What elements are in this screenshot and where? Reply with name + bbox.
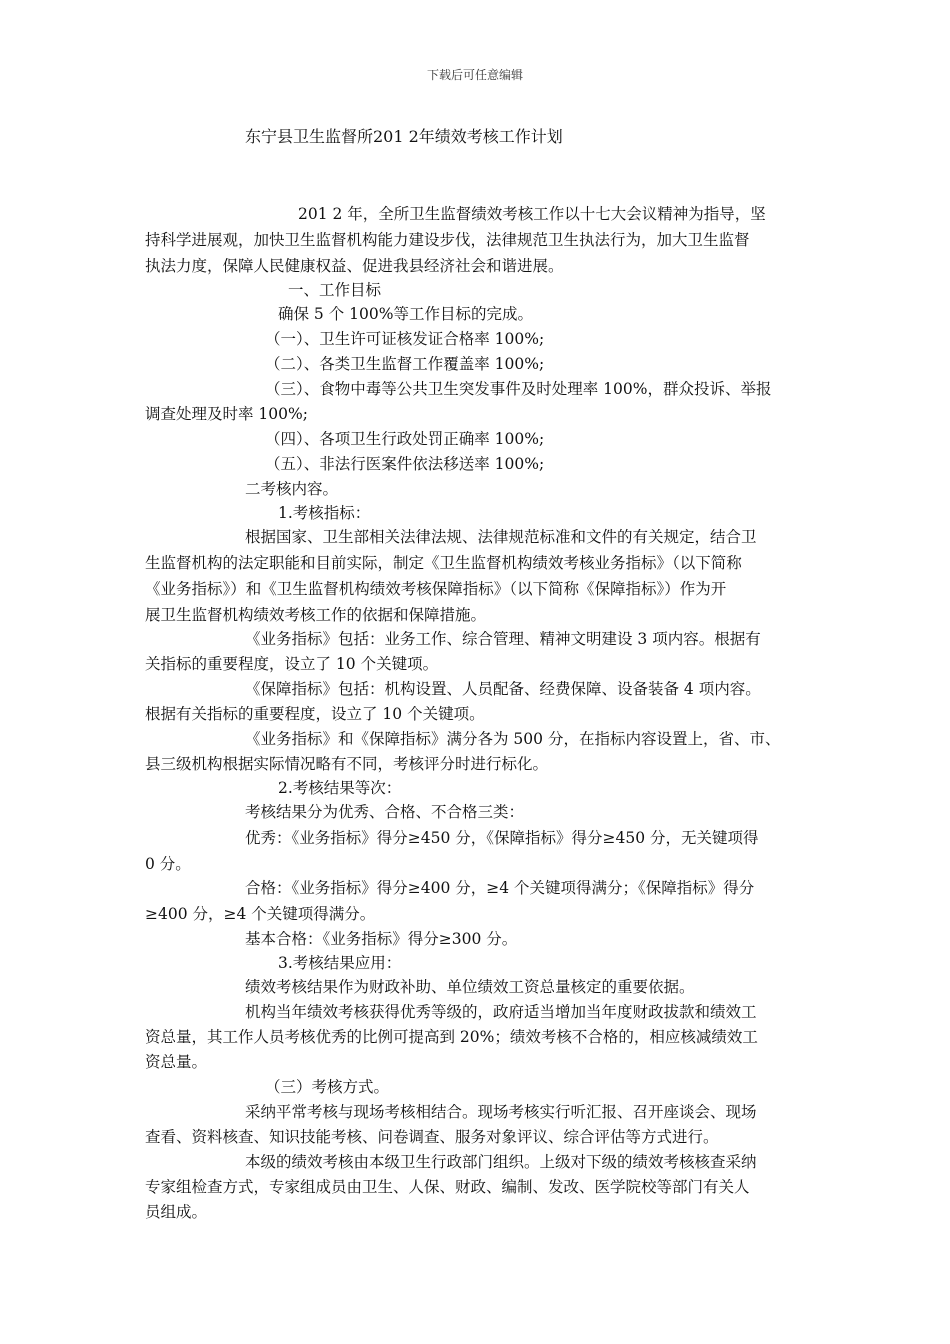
section-heading: （三）考核方式。 <box>265 1078 390 1096</box>
paragraph-line: 《业务指标》和《保障指标》满分各为 500 分，在指标内容设置上，省、市、 <box>245 730 781 748</box>
paragraph-line: 查看、资料核查、知识技能考核、问卷调查、服务对象评议、综合评估等方式进行。 <box>145 1128 719 1146</box>
paragraph-line: ≥400 分，≥4 个关键项得满分。 <box>145 905 376 923</box>
paragraph-line: 201 2 年，全所卫生监督绩效考核工作以十七大会议精神为指导，坚 <box>298 205 766 223</box>
paragraph-line: 确保 5 个 100%等工作目标的完成。 <box>278 305 533 323</box>
paragraph-line: 员组成。 <box>145 1203 208 1221</box>
paragraph-line: 县三级机构根据实际情况略有不同，考核评分时进行标化。 <box>145 755 549 773</box>
paragraph-line: 采纳平常考核与现场考核相结合。现场考核实行听汇报、召开座谈会、现场 <box>245 1103 757 1121</box>
paragraph-line: 生监督机构的法定职能和目前实际，制定《卫生监督机构绩效考核业务指标》（以下简称 <box>145 554 742 572</box>
page-header-note: 下载后可任意编辑 <box>426 68 523 82</box>
section-heading: 二考核内容。 <box>245 480 339 498</box>
paragraph-line: 本级的绩效考核由本级卫生行政部门组织。上级对下级的绩效考核核查采纳 <box>245 1153 757 1171</box>
paragraph-line: 机构当年绩效考核获得优秀等级的，政府适当增加当年度财政拔款和绩效工 <box>245 1003 757 1021</box>
paragraph-line: 《保障指标》包括：机构设置、人员配备、经费保障、设备装备 4 项内容。 <box>245 680 761 698</box>
paragraph-line: 展卫生监督机构绩效考核工作的依据和保障措施。 <box>145 606 487 624</box>
paragraph-line: 考核结果分为优秀、合格、不合格三类： <box>245 803 525 821</box>
list-item: （一）、卫生许可证核发证合格率 100%; <box>265 330 545 348</box>
paragraph-line: 基本合格：《业务指标》得分≥300 分。 <box>245 930 518 948</box>
list-item: （五）、非法行医案件依法移送率 100%; <box>265 455 545 473</box>
paragraph-line: 绩效考核结果作为财政补助、单位绩效工资总量核定的重要依据。 <box>245 978 695 996</box>
document-title: 东宁县卫生监督所201 2年绩效考核工作计划 <box>245 127 563 146</box>
paragraph-line: 优秀：《业务指标》得分≥450 分，《保障指标》得分≥450 分，无关键项得 <box>245 829 759 847</box>
paragraph-line: 资总量。 <box>145 1053 208 1071</box>
subsection-heading: 2.考核结果等次： <box>278 779 402 797</box>
paragraph-line: 《业务指标》包括：业务工作、综合管理、精神文明建设 3 项内容。根据有 <box>245 630 761 648</box>
paragraph-line: 执法力度，保障人民健康权益、促进我县经济社会和谐进展。 <box>145 257 564 275</box>
paragraph-line: 持科学进展观，加快卫生监督机构能力建设步伐，法律规范卫生执法行为，加大卫生监督 <box>145 231 750 249</box>
paragraph-line: 0 分。 <box>145 855 191 873</box>
paragraph-line: 资总量，其工作人员考核优秀的比例可提高到 20%；绩效考核不合格的，相应核减绩效工 <box>145 1028 758 1046</box>
subsection-heading: 1.考核指标： <box>278 504 371 522</box>
paragraph-line: 专家组检查方式，专家组成员由卫生、人保、财政、编制、发改、医学院校等部门有关人 <box>145 1178 750 1196</box>
list-item: （四）、各项卫生行政处罚正确率 100%; <box>265 430 545 448</box>
paragraph-line: 根据国家、卫生部相关法律法规、法律规范标准和文件的有关规定，结合卫 <box>245 528 757 546</box>
paragraph-line: 根据有关指标的重要程度，设立了 10 个关键项。 <box>145 705 485 723</box>
paragraph-line: 《业务指标》）和《卫生监督机构绩效考核保障指标》（以下简称《保障指标》）作为开 <box>145 580 727 598</box>
subsection-heading: 3.考核结果应用： <box>278 954 402 972</box>
section-heading: 一、工作目标 <box>288 281 382 299</box>
list-item: （三）、食物中毒等公共卫生突发事件及时处理率 100%，群众投诉、举报 <box>265 380 772 398</box>
paragraph-line: 合格：《业务指标》得分≥400 分，≥4 个关键项得满分；《保障指标》得分 <box>245 879 755 897</box>
paragraph-line: 关指标的重要程度，设立了 10 个关键项。 <box>145 655 439 673</box>
list-item: （二）、各类卫生监督工作覆盖率 100%; <box>265 355 545 373</box>
list-item: 调查处理及时率 100%; <box>145 405 308 423</box>
